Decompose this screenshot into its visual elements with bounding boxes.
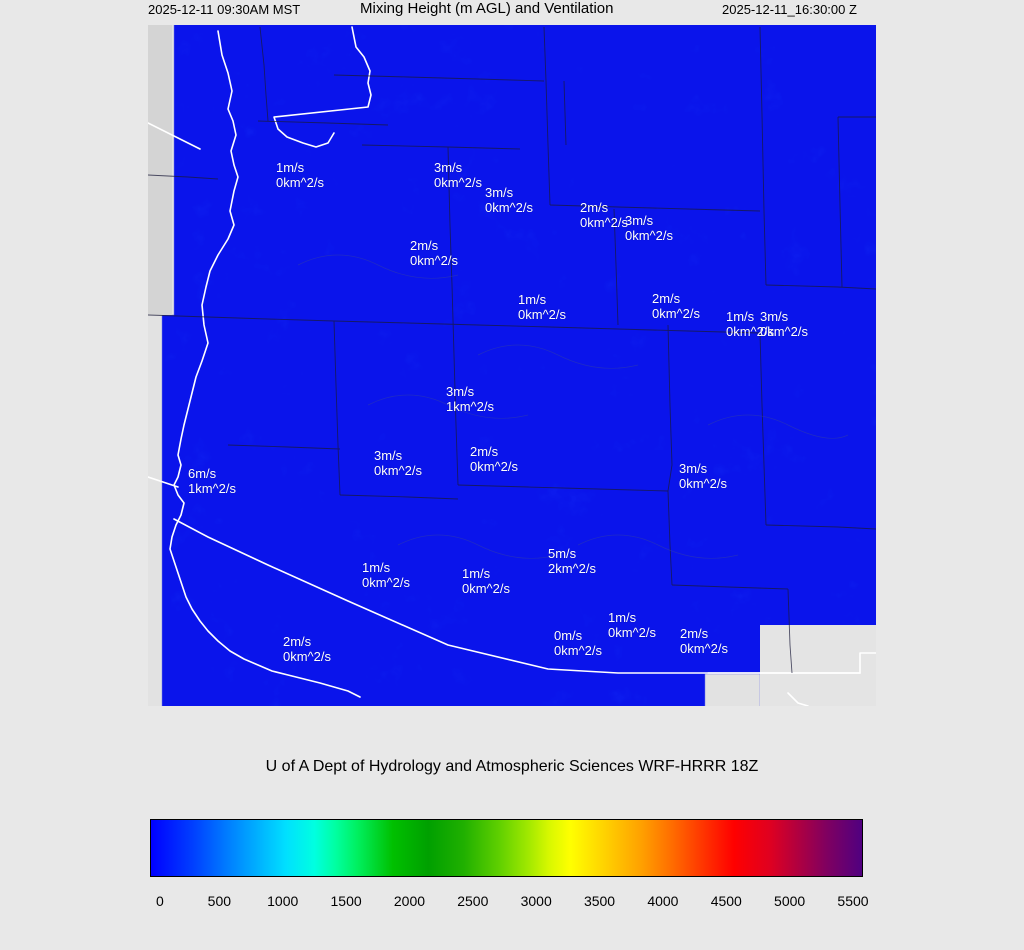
ventilation-value: 0km^2/s	[652, 306, 701, 321]
wind-speed-value: 0m/s	[554, 628, 583, 643]
wind-speed-value: 2m/s	[283, 634, 312, 649]
wind-speed-value: 2m/s	[580, 200, 609, 215]
station-reading	[188, 466, 236, 496]
station-reading	[554, 628, 602, 658]
page-title: Mixing Height (m AGL) and Ventilation	[360, 0, 614, 17]
colorbar-tick: 1500	[330, 893, 362, 909]
wind-speed-value: 3m/s	[760, 309, 789, 324]
colorbar-tick: 2000	[393, 893, 426, 909]
station-reading	[446, 384, 494, 414]
station-reading	[374, 448, 422, 478]
ventilation-value: 0km^2/s	[410, 253, 459, 268]
wind-speed-value: 3m/s	[679, 461, 708, 476]
ventilation-value: 1km^2/s	[446, 399, 495, 414]
ventilation-value: 0km^2/s	[680, 641, 729, 656]
wind-speed-value: 1m/s	[608, 610, 637, 625]
station-reading	[462, 566, 510, 596]
wind-speed-value: 2m/s	[652, 291, 681, 306]
ventilation-value: 0km^2/s	[470, 459, 519, 474]
colorbar-tick: 3500	[583, 893, 616, 909]
map-overlay-vectors	[148, 25, 876, 706]
station-reading	[470, 444, 518, 474]
ventilation-value: 0km^2/s	[726, 324, 775, 339]
station-reading	[276, 160, 324, 190]
wind-speed-value: 6m/s	[188, 466, 217, 481]
colorbar-tick-labels	[0, 893, 1024, 913]
ventilation-value: 0km^2/s	[374, 463, 423, 478]
colorbar-tick: 5500	[837, 893, 869, 909]
wind-speed-value: 3m/s	[434, 160, 463, 175]
station-reading	[652, 291, 700, 321]
ventilation-value: 0km^2/s	[625, 228, 674, 243]
ventilation-value: 0km^2/s	[283, 649, 332, 664]
utc-time-label: 2025-12-11_16:30:00 Z	[722, 2, 857, 17]
colorbar	[150, 819, 863, 877]
station-reading	[580, 200, 628, 230]
ventilation-value: 1km^2/s	[188, 481, 237, 496]
colorbar-tick: 0	[156, 893, 164, 909]
ventilation-value: 0km^2/s	[485, 200, 534, 215]
station-reading	[410, 238, 458, 268]
station-reading	[434, 160, 482, 190]
wind-speed-value: 1m/s	[726, 309, 755, 324]
station-reading	[760, 309, 808, 339]
ventilation-value: 2km^2/s	[548, 561, 597, 576]
ventilation-value: 0km^2/s	[362, 575, 411, 590]
station-reading	[548, 546, 596, 576]
ventilation-value: 0km^2/s	[760, 324, 809, 339]
ventilation-value: 0km^2/s	[580, 215, 629, 230]
station-reading	[362, 560, 410, 590]
wind-speed-value: 3m/s	[374, 448, 403, 463]
ventilation-value: 0km^2/s	[608, 625, 657, 640]
wind-speed-value: 3m/s	[485, 185, 514, 200]
wind-speed-value: 1m/s	[518, 292, 547, 307]
station-reading	[679, 461, 727, 491]
ventilation-value: 0km^2/s	[679, 476, 728, 491]
wind-speed-value: 1m/s	[276, 160, 305, 175]
ventilation-value: 0km^2/s	[276, 175, 325, 190]
wind-speed-value: 2m/s	[680, 626, 709, 641]
ventilation-value: 0km^2/s	[554, 643, 603, 658]
wind-speed-value: 2m/s	[470, 444, 499, 459]
station-reading	[518, 292, 566, 322]
ventilation-value: 0km^2/s	[462, 581, 511, 596]
colorbar-tick: 1000	[267, 893, 299, 909]
colorbar-tick: 5000	[774, 893, 806, 909]
station-reading	[680, 626, 728, 656]
wind-speed-value: 1m/s	[362, 560, 391, 575]
colorbar-tick: 3000	[520, 893, 552, 909]
station-reading	[283, 634, 331, 664]
colorbar-tick: 4000	[647, 893, 679, 909]
colorbar-tick: 500	[207, 893, 232, 909]
colorbar-tick: 2500	[457, 893, 489, 909]
wind-speed-value: 3m/s	[446, 384, 475, 399]
source-caption: U of A Dept of Hydrology and Atmospheric Sciences WRF-HRRR 18Z	[265, 758, 759, 775]
map-panel[interactable]	[148, 25, 876, 706]
ventilation-value: 0km^2/s	[434, 175, 483, 190]
station-reading	[625, 213, 673, 243]
wind-speed-value: 3m/s	[625, 213, 654, 228]
ventilation-value: 0km^2/s	[518, 307, 567, 322]
wind-speed-value: 5m/s	[548, 546, 577, 561]
colorbar-tick: 4500	[710, 893, 742, 909]
map-header	[0, 0, 1024, 22]
wind-speed-value: 2m/s	[410, 238, 439, 253]
wind-speed-value: 1m/s	[462, 566, 491, 581]
local-time-label: 2025-12-11 09:30AM MST	[148, 2, 301, 17]
station-reading	[485, 185, 533, 215]
station-reading	[608, 610, 656, 640]
